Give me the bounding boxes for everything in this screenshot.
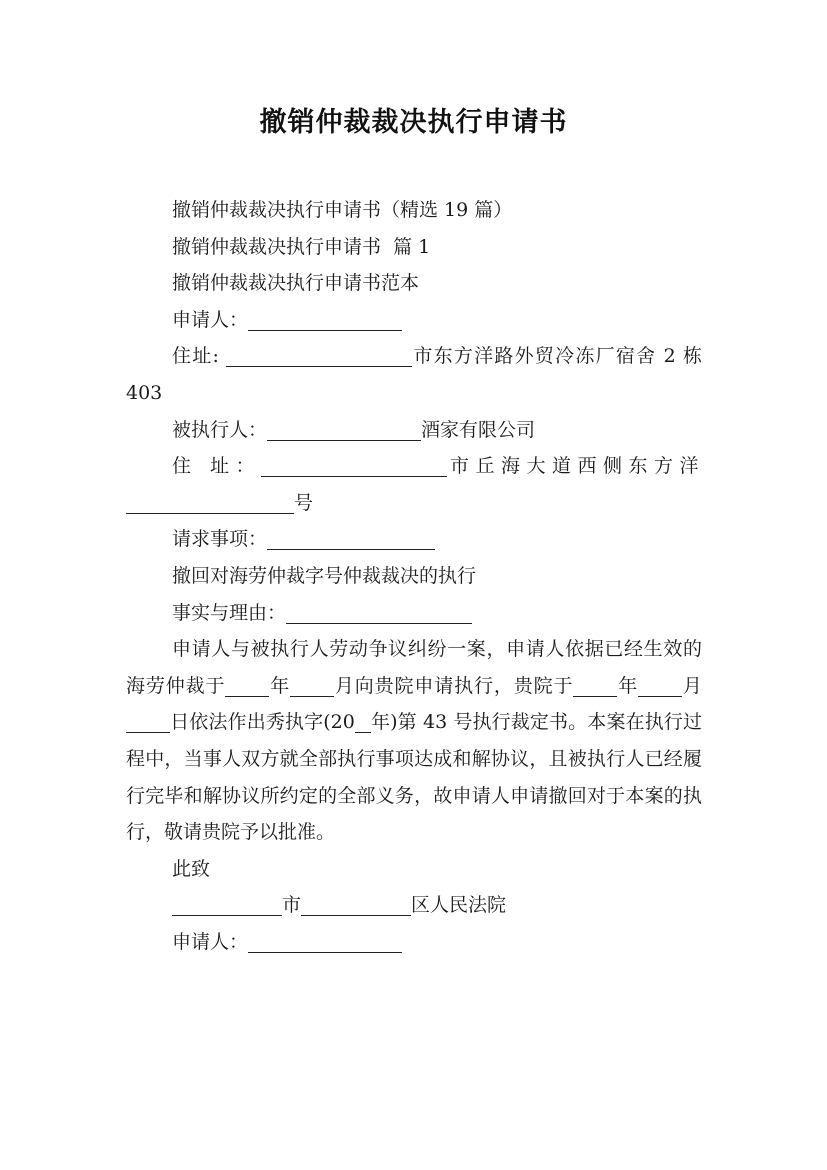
facts-blank: [286, 601, 472, 624]
year-blank-1: [225, 674, 269, 697]
document-body: [126, 192, 702, 960]
court-city-label: 市: [282, 894, 302, 917]
respondent-blank: [267, 418, 421, 441]
closing: 此致: [172, 857, 211, 880]
facts-text-b: 向贵院申请执行，贵院于: [354, 674, 574, 697]
respondent-address-blank: [261, 454, 447, 477]
facts-label: 事实与理由：: [172, 601, 287, 624]
facts-text-d: 年)第 43 号执行裁定书。本案在执行过程中，当事人双方就全部执行事项达成和解协议，且被执行人已经履行完毕和解协议所约定的全部义务，故申请人申请撤回对于本案的执行，敬请贵院予以批准。: [126, 711, 702, 844]
month-blank-2: [638, 674, 682, 697]
respondent-text: 酒家有限公司: [421, 418, 536, 441]
month-label-1: 月: [334, 674, 355, 697]
signature-blank: [248, 930, 402, 953]
year-blank-2: [573, 674, 617, 697]
court-city-blank: [172, 893, 282, 916]
facts-line: [126, 595, 702, 632]
address-blank: [226, 344, 412, 367]
heading-collection: 撤销仲裁裁决执行申请书（精选 19 篇）: [172, 199, 513, 221]
respondent-address-line: [126, 448, 702, 521]
respondent-line: [126, 412, 702, 449]
court-name: 区人民法院: [411, 894, 507, 917]
court-district-blank: [301, 893, 411, 916]
respondent-address-suffix: 号: [294, 491, 317, 514]
month-label-2: 月: [682, 674, 702, 697]
signature-label: 申请人：: [172, 930, 249, 953]
request-line: [126, 521, 702, 558]
applicant-label: 申请人：: [172, 308, 249, 331]
respondent-address-label: 住 址：: [172, 455, 262, 478]
year-label-2: 年: [617, 674, 639, 697]
request-blank: [267, 527, 435, 550]
signature-line: [126, 924, 702, 961]
address-text: 市东方洋路外贸冷冻厂宿舍 2 栋 403: [126, 345, 703, 404]
month-blank-1: [290, 674, 334, 697]
applicant-blank: [248, 308, 402, 331]
request-label: 请求事项：: [172, 528, 268, 551]
respondent-address-blank-2: [126, 491, 294, 514]
request-text: 撤回对海劳仲裁字号仲裁裁决的执行: [172, 564, 477, 587]
address-line: [126, 338, 702, 411]
document-title: 撤销仲裁裁决执行申请书: [259, 107, 568, 138]
heading-template: 撤销仲裁裁决执行申请书范本: [172, 272, 420, 295]
court-line: [126, 887, 702, 924]
respondent-label: 被执行人：: [172, 418, 268, 441]
facts-paragraph: [126, 631, 702, 851]
respondent-address-text: 市丘海大道西侧东方洋: [447, 455, 702, 478]
applicant-line: [126, 302, 702, 339]
day-label: 日: [170, 711, 190, 734]
facts-text-c: 依法作出秀执字(20: [189, 711, 355, 734]
year-label-1: 年: [269, 674, 291, 697]
heading-part: 撤销仲裁裁决执行申请书 篇 1: [172, 235, 431, 258]
year-suffix-blank: [355, 710, 371, 733]
facts-text-a: 申请人与被执行人劳动争议纠纷一案，申请人依据已经生效的海劳仲裁于: [126, 638, 702, 697]
address-label: 住址:: [172, 345, 219, 368]
day-blank: [126, 710, 170, 733]
